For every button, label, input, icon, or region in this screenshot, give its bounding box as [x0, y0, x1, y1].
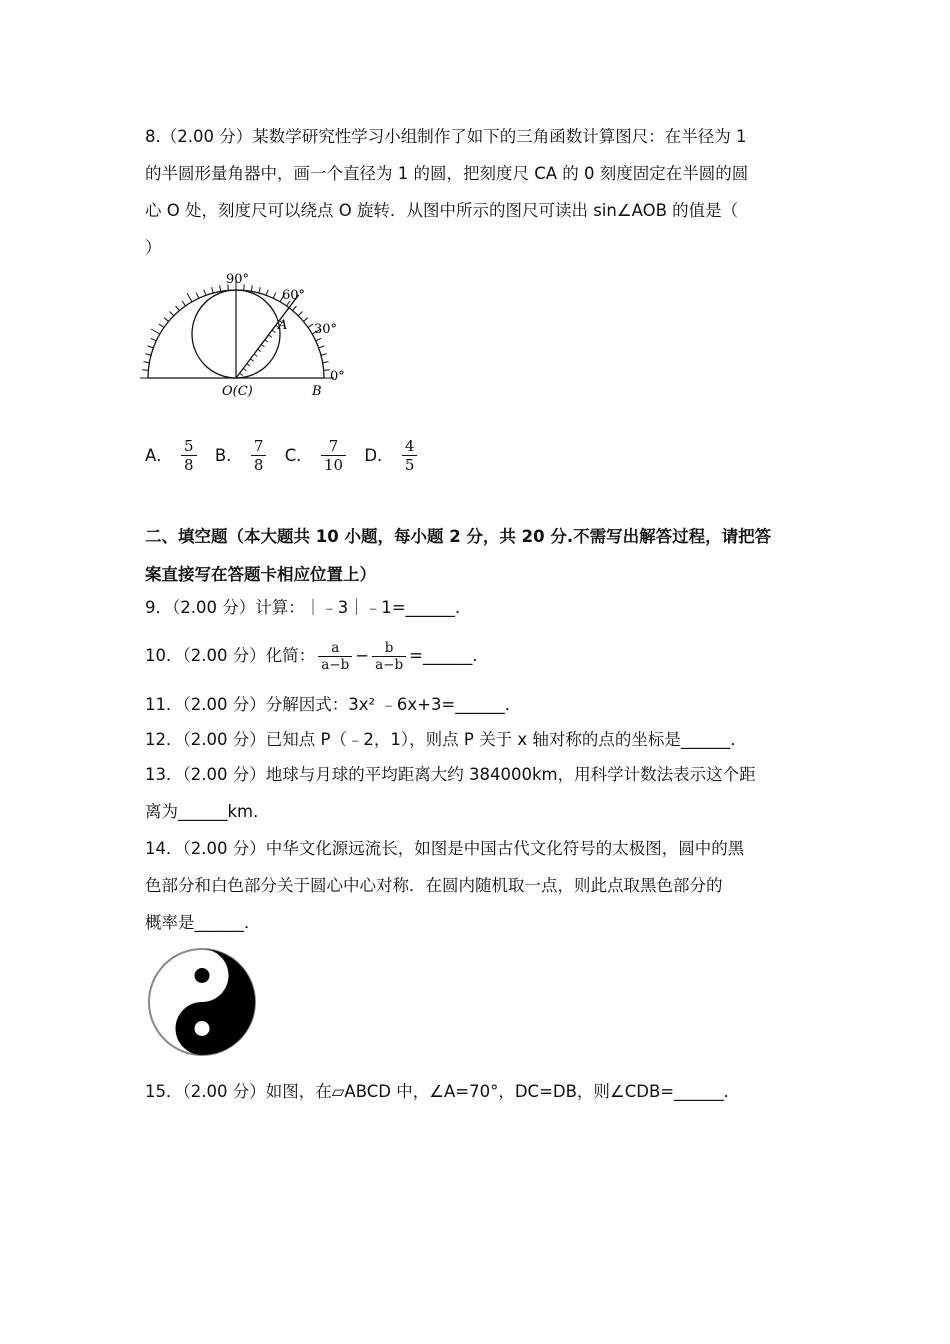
ruler-tick [258, 349, 261, 351]
protractor-tick [293, 306, 297, 311]
protractor-tick [259, 287, 261, 293]
protractor-tick [159, 324, 164, 327]
protractor-tick [142, 370, 148, 371]
label-90: 90° [226, 272, 250, 287]
ruler-tick [272, 330, 275, 332]
label-oc: O(C) [222, 384, 253, 399]
question-14-line-1: 14．（2.00 分）中华文化源远流长，如图是中国古代文化符号的太极图，圆中的黑 [145, 839, 745, 858]
option-d-den: 5 [402, 455, 418, 474]
taiji-white-dot [195, 1021, 210, 1036]
question-9: 9．（2.00 分）计算：｜﹣3｜﹣1=______． [145, 598, 472, 617]
q10-fraction-1 [318, 640, 352, 673]
q10-minus: − [355, 646, 370, 665]
protractor-tick [148, 346, 154, 348]
label-60: 60° [282, 288, 306, 303]
option-d-num: 4 [404, 437, 415, 455]
protractor-tick [204, 290, 206, 296]
ruler-tick [243, 368, 246, 370]
option-c-den: 10 [321, 455, 346, 474]
protractor-tick [170, 312, 174, 316]
protractor-tick [319, 346, 325, 348]
protractor-tick [187, 293, 192, 302]
option-a[interactable] [145, 432, 200, 479]
question-11: 11．（2.00 分）分解因式：3x² ﹣6x+3=______． [145, 695, 522, 714]
option-a-fraction [181, 437, 197, 474]
ruler-tick [261, 344, 264, 346]
protractor-tick [308, 324, 313, 327]
option-b-den: 8 [251, 455, 267, 474]
protractor-tick [143, 362, 149, 363]
protractor-tick [196, 293, 199, 298]
option-b-label: B． [214, 445, 243, 465]
section-2-heading-line-1: 二、填空题（本大题共 10 小题，每小题 2 分，共 20 分.不需写出解答过程，请把答 [145, 527, 772, 546]
option-d-label: D． [364, 445, 394, 465]
protractor-tick [303, 318, 308, 322]
q10-frac1-den: a−b [318, 656, 352, 673]
question-13-line-2: 离为______km． [145, 802, 270, 821]
option-b-fraction [251, 437, 267, 474]
q10-frac1-num: a [331, 640, 340, 656]
option-a-label: A． [145, 445, 173, 465]
question-10 [145, 636, 810, 676]
option-c-num: 7 [328, 437, 339, 455]
section-2-heading-line-2: 案直接写在答题卡相应位置上） [145, 565, 376, 584]
option-b-num: 7 [253, 437, 264, 455]
protractor-tick [266, 290, 268, 296]
question-14-line-3: 概率是______． [145, 913, 261, 932]
q8-line-3: 心 O 处，刻度尺可以绕点 O 旋转．从图中所示的图尺可读出 sin∠AOB 的值是（ [145, 201, 739, 220]
protractor-tick [321, 354, 327, 356]
q10-fraction-2 [372, 640, 406, 673]
option-d-fraction [402, 437, 418, 474]
label-0: 0° [330, 369, 345, 384]
option-d[interactable] [364, 432, 420, 479]
protractor-figure [140, 262, 360, 404]
q10-frac2-den: a−b [372, 656, 406, 673]
q8-options [145, 432, 810, 478]
protractor-tick [220, 285, 221, 291]
question-14-line-2: 色部分和白色部分关于圆心中心对称．在圆内随机取一点，则此点取黑色部分的 [145, 876, 723, 895]
question-13-line-1: 13．（2.00 分）地球与月球的平均距离大约 384000km，用科学计数法表示这个距 [145, 765, 756, 784]
q10-frac2-num: b [384, 640, 394, 656]
protractor-tick [176, 306, 180, 311]
protractor-tick [164, 318, 169, 322]
option-a-num: 5 [184, 437, 194, 455]
ruler-tick [254, 354, 257, 356]
option-c-fraction [321, 437, 346, 474]
ruler-tick [247, 364, 250, 366]
q8-line-4: ） [145, 238, 162, 257]
question-15: 15．（2.00 分）如图，在▱ABCD 中，∠A=70°，DC=DB，则∠CDB=______． [145, 1082, 741, 1101]
question-12: 12．（2.00 分）已知点 P（﹣2，1），则点 P 关于 x 轴对称的点的坐标是______． [145, 730, 747, 749]
ruler-tick [250, 359, 253, 361]
ruler-tick [268, 335, 271, 337]
taiji-figure [146, 946, 258, 1058]
option-a-den: 8 [181, 455, 197, 474]
q8-line-2: 的半圆形量角器中，画一个直径为 1 的圆，把刻度尺 CA 的 0 刻度固定在半圆的圆 [145, 164, 749, 183]
protractor-tick [145, 354, 151, 356]
protractor-tick [316, 338, 321, 341]
option-b[interactable] [215, 432, 270, 479]
protractor-tick [151, 329, 160, 334]
option-c-label: C． [284, 445, 313, 465]
protractor-tick [323, 362, 329, 363]
ruler-tick [265, 340, 268, 342]
protractor-tick [324, 370, 330, 371]
q10-suffix: =______． [409, 646, 489, 665]
protractor-tick [273, 293, 276, 298]
protractor-tick [182, 301, 185, 306]
ruler-tick [240, 373, 243, 375]
option-c[interactable] [285, 432, 349, 479]
label-b: B [312, 384, 322, 399]
protractor-tick [251, 285, 252, 291]
q10-prefix: 10．（2.00 分）化简： [145, 646, 316, 665]
label-30: 30° [314, 322, 338, 337]
protractor-tick [151, 338, 156, 341]
protractor-tick [298, 312, 302, 316]
protractor-tick [212, 287, 214, 293]
label-a: A [278, 318, 288, 333]
taiji-black-dot [195, 968, 210, 983]
q8-line-1: 8.（2.00 分）某数学研究性学习小组制作了如下的三角函数计算图尺：在半径为 1 [145, 127, 747, 146]
